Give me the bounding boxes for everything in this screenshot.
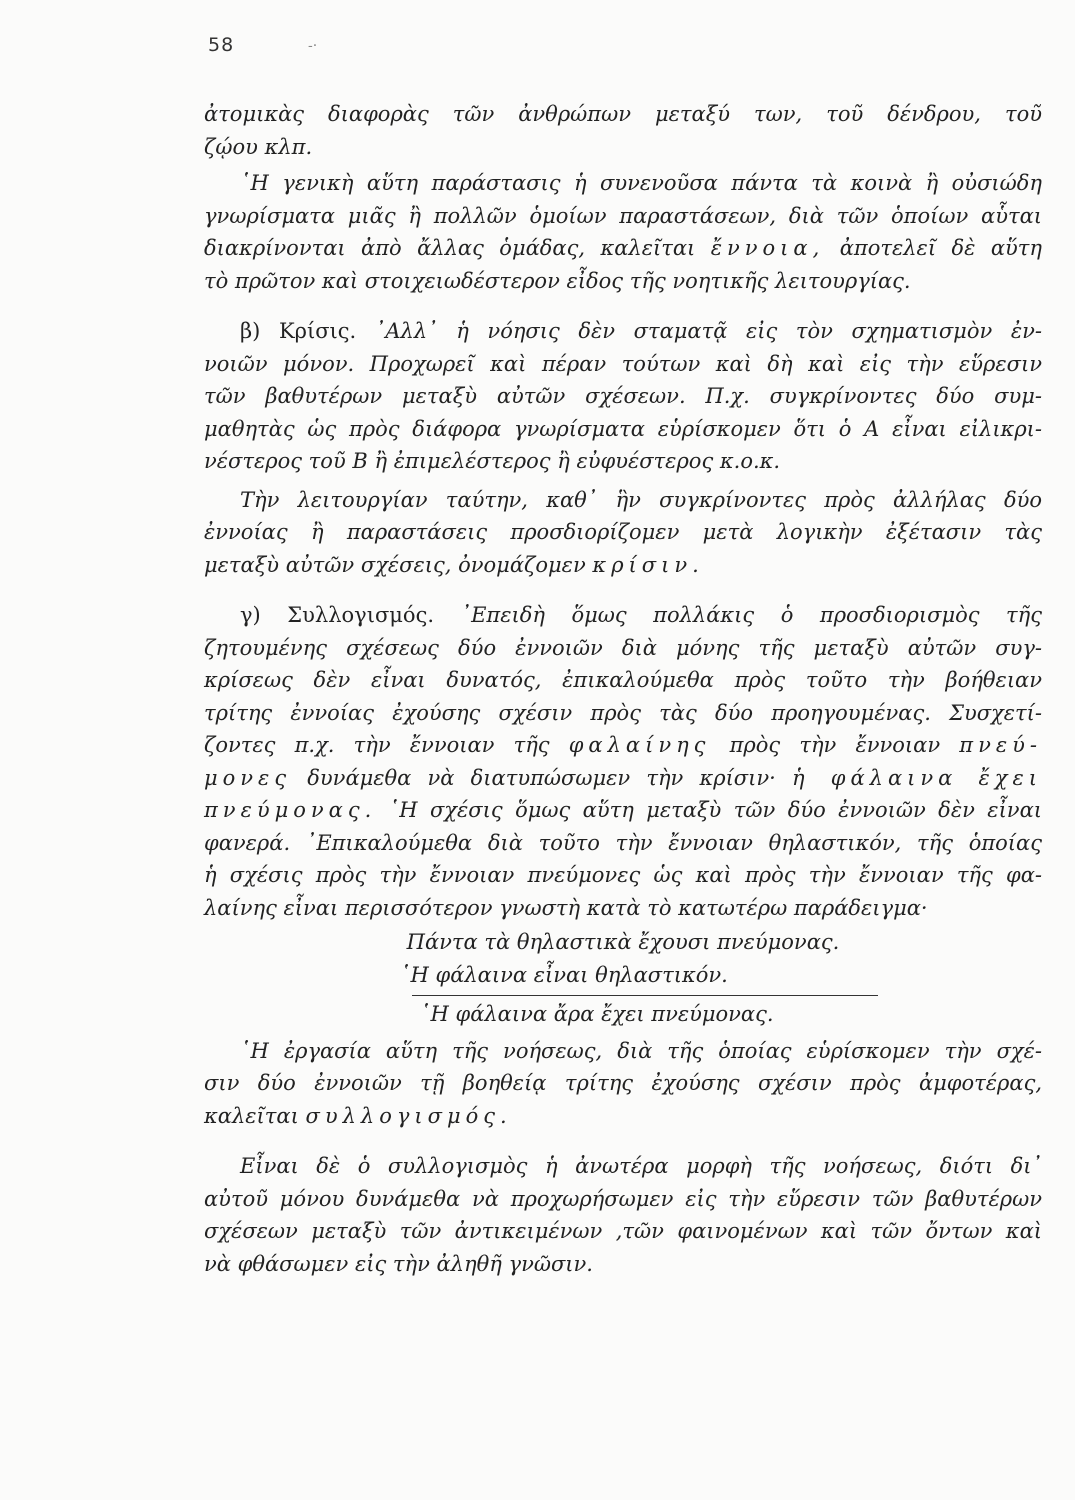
spaced-term: κρίσιν. xyxy=(592,552,704,577)
text-line: σχέσεων μεταξὺ τῶν ἀντικειμένων ,τῶν φαινομένων καὶ τῶν ὄντων καὶ xyxy=(204,1219,1042,1243)
text-line: τῶν βαθυτέρων μεταξὺ αὐτῶν σχέσεων. Π.χ. συγκρίνοντες δύο συμ- xyxy=(204,384,1042,408)
text-line: ἡ σχέσις πρὸς τὴν ἔννοιαν πνεύμονες ὡς καὶ πρὸς τὴν ἔννοιαν τῆς φα- xyxy=(204,863,1042,887)
text-line: λαίνης εἶναι περισσότερον γνωστὴ κατὰ τὸ κατωτέρω παράδειγμα· xyxy=(204,895,928,920)
text-line: ἀτομικὰς διαφορὰς τῶν ἀνθρώπων μεταξύ των, τοῦ δένδρου, τοῦ xyxy=(204,102,1042,126)
text-line: νοιῶν μόνον. Προχωρεῖ καὶ πέραν τούτων καὶ δὴ καὶ εἰς τὴν εὕρεσιν xyxy=(204,351,1042,376)
text-span: ἀποτελεῖ δὲ αὕτη xyxy=(839,236,1042,260)
paragraph-4 xyxy=(204,484,1042,582)
text-line xyxy=(204,232,1042,265)
body-text xyxy=(204,98,1042,1298)
paragraph-1 xyxy=(204,98,1042,163)
text-line xyxy=(204,599,1042,632)
syllogism-premise-2: ῾Η φάλαινα εἶναι θηλαστικόν. xyxy=(400,962,728,987)
syllogism-premise-1: Πάντα τὰ θηλαστικὰ ἔχουσι πνεύμονας. xyxy=(406,930,840,954)
text-span: καλεῖται xyxy=(204,1103,299,1128)
text-line: νέστερος τοῦ Β ἢ ἐπιμελέστερος ἢ εὐφυέστερος κ.ο.κ. xyxy=(204,449,781,473)
spaced-term: συλλογισμός. xyxy=(305,1103,512,1128)
text-line: ῾Η γενικὴ αὕτη παράστασις ἡ συνενοῦσα πάντα τὰ κοινὰ ἢ οὐσιώδη xyxy=(240,171,1042,195)
text-line: Τὴν λειτουργίαν ταύτην, καθ᾿ ἣν συγκρίνοντες πρὸς ἀλλήλας δύο xyxy=(240,487,1042,512)
paragraph-6 xyxy=(204,1035,1042,1133)
text-span: ζοντες π.χ. τὴν ἔννοιαν τῆς xyxy=(204,733,550,757)
spaced-term: μονες xyxy=(204,765,292,790)
text-line: ῾Η ἐργασία αὕτη τῆς νοήσεως, διὰ τῆς ὁποίας εὑρίσκομεν τὴν σχέ- xyxy=(240,1038,1042,1063)
text-line xyxy=(204,315,1042,348)
text-line: σιν δύο ἐννοιῶν τῇ βοηθείᾳ τρίτης ἐχούσης σχέσιν πρὸς ἀμφοτέρας, xyxy=(204,1071,1042,1095)
paragraph-5 xyxy=(204,599,1042,924)
text-line: κρίσεως δὲν εἶναι δυνατός, ἐπικαλούμεθα πρὸς τοῦτο τὴν βοήθειαν xyxy=(204,668,1042,692)
text-line xyxy=(204,1100,1042,1133)
text-span: ᾿Αλλ᾿ ἡ νόησις δὲν σταματᾷ εἰς τὸν σχηματισμὸν ἐν- xyxy=(374,319,1042,343)
text-line: Εἶναι δὲ ὁ συλλογισμὸς ἡ ἀνωτέρα μορφὴ τῆς νοήσεως, διότι δι᾿ xyxy=(240,1154,1042,1178)
text-line: τρίτης ἐννοίας ἐχούσης σχέσιν πρὸς τὰς δύο προηγουμένας. Συσχετί- xyxy=(204,700,1042,725)
paragraph-2 xyxy=(204,167,1042,297)
text-line: ἐννοίας ἢ παραστάσεις προσδιορίζομεν μετὰ λογικὴν ἐξέτασιν τὰς xyxy=(204,520,1042,544)
syllogism-conclusion: ῾Η φάλαινα ἄρα ἔχει πνεύμονας. xyxy=(420,1002,774,1026)
syllogism-divider xyxy=(412,995,878,996)
text-line: μαθητὰς ὡς πρὸς διάφορα γνωρίσματα εὑρίσκομεν ὅτι ὁ Α εἶναι εἰλικρι- xyxy=(204,416,1042,441)
text-span: μεταξὺ αὐτῶν σχέσεις, ὀνομάζομεν xyxy=(204,552,586,577)
section-heading-krisis: β) Κρίσις. xyxy=(240,319,357,343)
text-line xyxy=(204,549,1042,582)
paragraph-3 xyxy=(204,315,1042,478)
spaced-term: πνεύ- xyxy=(959,733,1042,757)
text-line: ζητουμένης σχέσεως δύο ἐννοιῶν διὰ μόνης τῆς μεταξὺ αὐτῶν συγ- xyxy=(204,635,1042,660)
text-line xyxy=(204,762,1042,795)
text-span: πρὸς τὴν ἔννοιαν xyxy=(729,733,941,757)
text-line: αὐτοῦ μόνου δυνάμεθα νὰ προχωρήσωμεν εἰς τὴν εὕρεσιν τῶν βαθυτέρων xyxy=(204,1186,1042,1211)
text-line: ζῴου κλπ. xyxy=(204,134,313,159)
text-line xyxy=(204,794,1042,827)
spaced-term: ἡ φάλαινα ἔχει xyxy=(792,765,1042,790)
paragraph-7 xyxy=(204,1150,1042,1280)
spaced-term: ἔννοια, xyxy=(710,236,825,260)
text-span: δυνάμεθα νὰ διατυπώσωμεν τὴν κρίσιν· xyxy=(307,765,776,790)
spaced-term: πνεύμονας. xyxy=(204,798,377,822)
text-line: νὰ φθάσωμεν εἰς τὴν ἀληθῆ γνῶσιν. xyxy=(204,1251,593,1276)
syllogism-example xyxy=(204,926,1042,1031)
page-number: 58 xyxy=(208,34,235,56)
text-span: ᾿Επειδὴ ὅμως πολλάκις ὁ προσδιορισμὸς τῆς xyxy=(460,603,1042,627)
text-line: τὸ πρῶτον καὶ στοιχειωδέστερον εἶδος τῆς νοητικῆς λειτουργίας. xyxy=(204,268,911,293)
text-line: γνωρίσματα μιᾶς ἢ πολλῶν ὁμοίων παραστάσεων, διὰ τῶν ὁποίων αὗται xyxy=(204,203,1042,228)
spaced-term: φαλαίνης xyxy=(568,733,711,757)
text-line: φανερά. ᾿Επικαλούμεθα διὰ τοῦτο τὴν ἔννοιαν θηλαστικόν, τῆς ὁποίας xyxy=(204,830,1042,855)
text-line xyxy=(204,729,1042,762)
text-span: ῾Η σχέσις ὅμως αὕτη μεταξὺ τῶν δύο ἐννοιῶν δὲν εἶναι xyxy=(388,798,1042,822)
page-mark: -· xyxy=(308,38,318,54)
section-heading-syllogismos: γ) Συλλογισμός. xyxy=(240,603,435,627)
text-span: διακρίνονται ἀπὸ ἄλλας ὁμάδας, καλεῖται xyxy=(204,236,696,260)
